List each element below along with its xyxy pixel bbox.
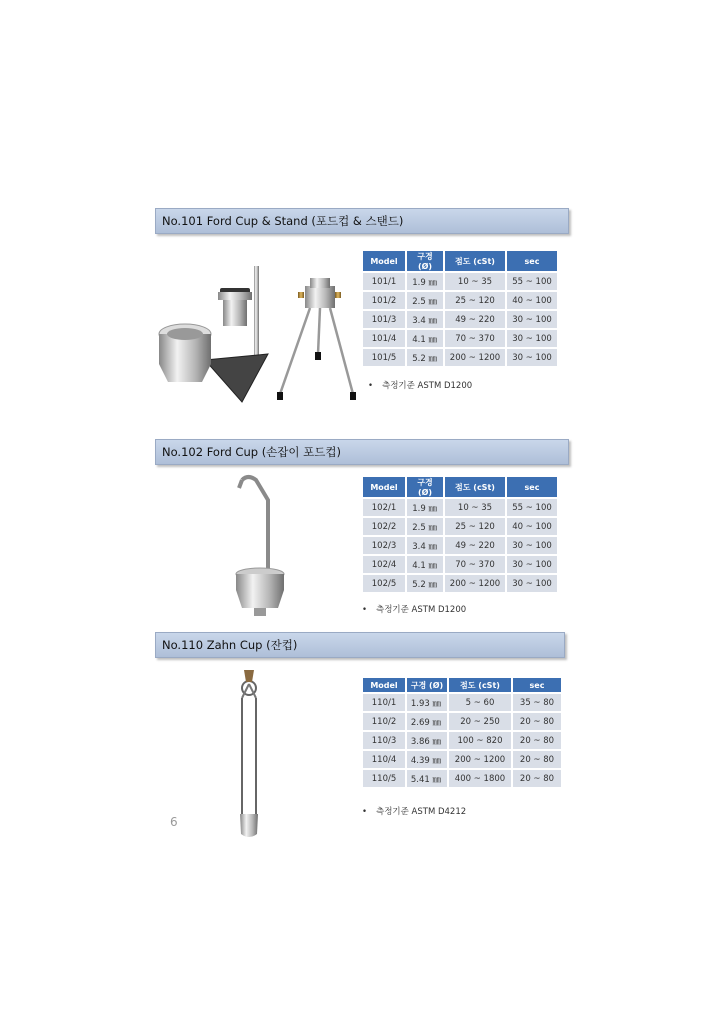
cell-diameter: 4.1 ㎜ xyxy=(407,556,443,573)
standard-note-102 xyxy=(362,603,466,615)
table-row xyxy=(363,518,557,535)
cell-model: 101/3 xyxy=(363,311,405,328)
standard-note-101 xyxy=(368,379,472,391)
cell-sec: 55 ~ 100 xyxy=(507,499,557,516)
section-title-101: No.101 Ford Cup & Stand (포드컵 & 스탠드) xyxy=(155,208,569,234)
table-row xyxy=(363,292,557,309)
cell-viscosity: 200 ~ 1200 xyxy=(449,751,511,768)
cell-model: 102/2 xyxy=(363,518,405,535)
spec-table-102 xyxy=(361,475,559,594)
cell-model: 110/1 xyxy=(363,694,405,711)
table-row xyxy=(363,770,561,787)
cell-model: 101/2 xyxy=(363,292,405,309)
cell-diameter: 3.4 ㎜ xyxy=(407,537,443,554)
cell-model: 110/5 xyxy=(363,770,405,787)
note-text: 측정기준 ASTM D1200 xyxy=(376,605,467,615)
col-viscosity: 점도 (cSt) xyxy=(449,678,511,692)
bullet-icon: • xyxy=(362,807,368,817)
table-row xyxy=(363,556,557,573)
cell-model: 101/5 xyxy=(363,349,405,366)
table-row xyxy=(363,694,561,711)
table-row xyxy=(363,273,557,290)
cell-model: 102/1 xyxy=(363,499,405,516)
table-row xyxy=(363,713,561,730)
cell-sec: 30 ~ 100 xyxy=(507,330,557,347)
cell-model: 110/2 xyxy=(363,713,405,730)
table-row xyxy=(363,537,557,554)
cell-viscosity: 25 ~ 120 xyxy=(445,518,505,535)
cell-diameter: 5.41 ㎜ xyxy=(407,770,447,787)
cell-viscosity: 25 ~ 120 xyxy=(445,292,505,309)
col-viscosity: 점도 (cSt) xyxy=(445,477,505,497)
col-sec: sec xyxy=(507,251,557,271)
ford-cup-stand-image xyxy=(150,262,365,412)
cell-sec: 20 ~ 80 xyxy=(513,751,561,768)
table-row xyxy=(363,751,561,768)
zahn-cup-image xyxy=(228,664,278,840)
table-row xyxy=(363,499,557,516)
table-row xyxy=(363,349,557,366)
cell-sec: 40 ~ 100 xyxy=(507,292,557,309)
cell-sec: 20 ~ 80 xyxy=(513,713,561,730)
cell-viscosity: 200 ~ 1200 xyxy=(445,575,505,592)
cell-viscosity: 70 ~ 370 xyxy=(445,330,505,347)
cell-diameter: 4.1 ㎜ xyxy=(407,330,443,347)
cell-diameter: 5.2 ㎜ xyxy=(407,575,443,592)
col-diameter: 구경 (Ø) xyxy=(407,477,443,497)
col-sec: sec xyxy=(507,477,557,497)
cell-diameter: 2.5 ㎜ xyxy=(407,292,443,309)
cell-model: 101/4 xyxy=(363,330,405,347)
bullet-icon: • xyxy=(368,381,374,391)
cell-viscosity: 5 ~ 60 xyxy=(449,694,511,711)
cell-model: 110/4 xyxy=(363,751,405,768)
cell-diameter: 2.5 ㎜ xyxy=(407,518,443,535)
cell-viscosity: 200 ~ 1200 xyxy=(445,349,505,366)
cell-viscosity: 10 ~ 35 xyxy=(445,273,505,290)
col-sec: sec xyxy=(513,678,561,692)
cell-model: 110/3 xyxy=(363,732,405,749)
table-row xyxy=(363,311,557,328)
cell-diameter: 3.86 ㎜ xyxy=(407,732,447,749)
cell-sec: 30 ~ 100 xyxy=(507,575,557,592)
col-model: Model xyxy=(363,477,405,497)
cell-sec: 20 ~ 80 xyxy=(513,732,561,749)
section-title-102: No.102 Ford Cup (손잡이 포드컵) xyxy=(155,439,569,465)
spec-table-110 xyxy=(361,676,563,789)
cell-model: 102/4 xyxy=(363,556,405,573)
cell-diameter: 1.9 ㎜ xyxy=(407,499,443,516)
cell-diameter: 4.39 ㎜ xyxy=(407,751,447,768)
cell-diameter: 5.2 ㎜ xyxy=(407,349,443,366)
spec-table-101 xyxy=(361,249,559,368)
col-diameter: 구경 (Ø) xyxy=(407,678,447,692)
cell-model: 102/3 xyxy=(363,537,405,554)
cell-sec: 30 ~ 100 xyxy=(507,349,557,366)
col-diameter: 구경 (Ø) xyxy=(407,251,443,271)
cell-diameter: 1.93 ㎜ xyxy=(407,694,447,711)
cell-viscosity: 49 ~ 220 xyxy=(445,311,505,328)
page-number: 6 xyxy=(170,815,178,829)
cell-viscosity: 400 ~ 1800 xyxy=(449,770,511,787)
note-text: 측정기준 ASTM D4212 xyxy=(376,807,467,817)
table-row xyxy=(363,732,561,749)
cell-sec: 30 ~ 100 xyxy=(507,311,557,328)
col-model: Model xyxy=(363,251,405,271)
cell-viscosity: 100 ~ 820 xyxy=(449,732,511,749)
standard-note-110 xyxy=(362,805,466,817)
cell-viscosity: 10 ~ 35 xyxy=(445,499,505,516)
cell-sec: 30 ~ 100 xyxy=(507,537,557,554)
col-model: Model xyxy=(363,678,405,692)
section-title-110: No.110 Zahn Cup (잔컵) xyxy=(155,632,565,658)
cell-model: 102/5 xyxy=(363,575,405,592)
cell-diameter: 1.9 ㎜ xyxy=(407,273,443,290)
cell-viscosity: 49 ~ 220 xyxy=(445,537,505,554)
ford-cup-handle-image xyxy=(222,474,292,624)
table-row xyxy=(363,330,557,347)
cell-diameter: 2.69 ㎜ xyxy=(407,713,447,730)
cell-viscosity: 20 ~ 250 xyxy=(449,713,511,730)
cell-model: 101/1 xyxy=(363,273,405,290)
cell-viscosity: 70 ~ 370 xyxy=(445,556,505,573)
note-text: 측정기준 ASTM D1200 xyxy=(382,381,473,391)
cell-sec: 35 ~ 80 xyxy=(513,694,561,711)
table-row xyxy=(363,575,557,592)
cell-diameter: 3.4 ㎜ xyxy=(407,311,443,328)
col-viscosity: 점도 (cSt) xyxy=(445,251,505,271)
cell-sec: 40 ~ 100 xyxy=(507,518,557,535)
cell-sec: 55 ~ 100 xyxy=(507,273,557,290)
bullet-icon: • xyxy=(362,605,368,615)
cell-sec: 20 ~ 80 xyxy=(513,770,561,787)
cell-sec: 30 ~ 100 xyxy=(507,556,557,573)
